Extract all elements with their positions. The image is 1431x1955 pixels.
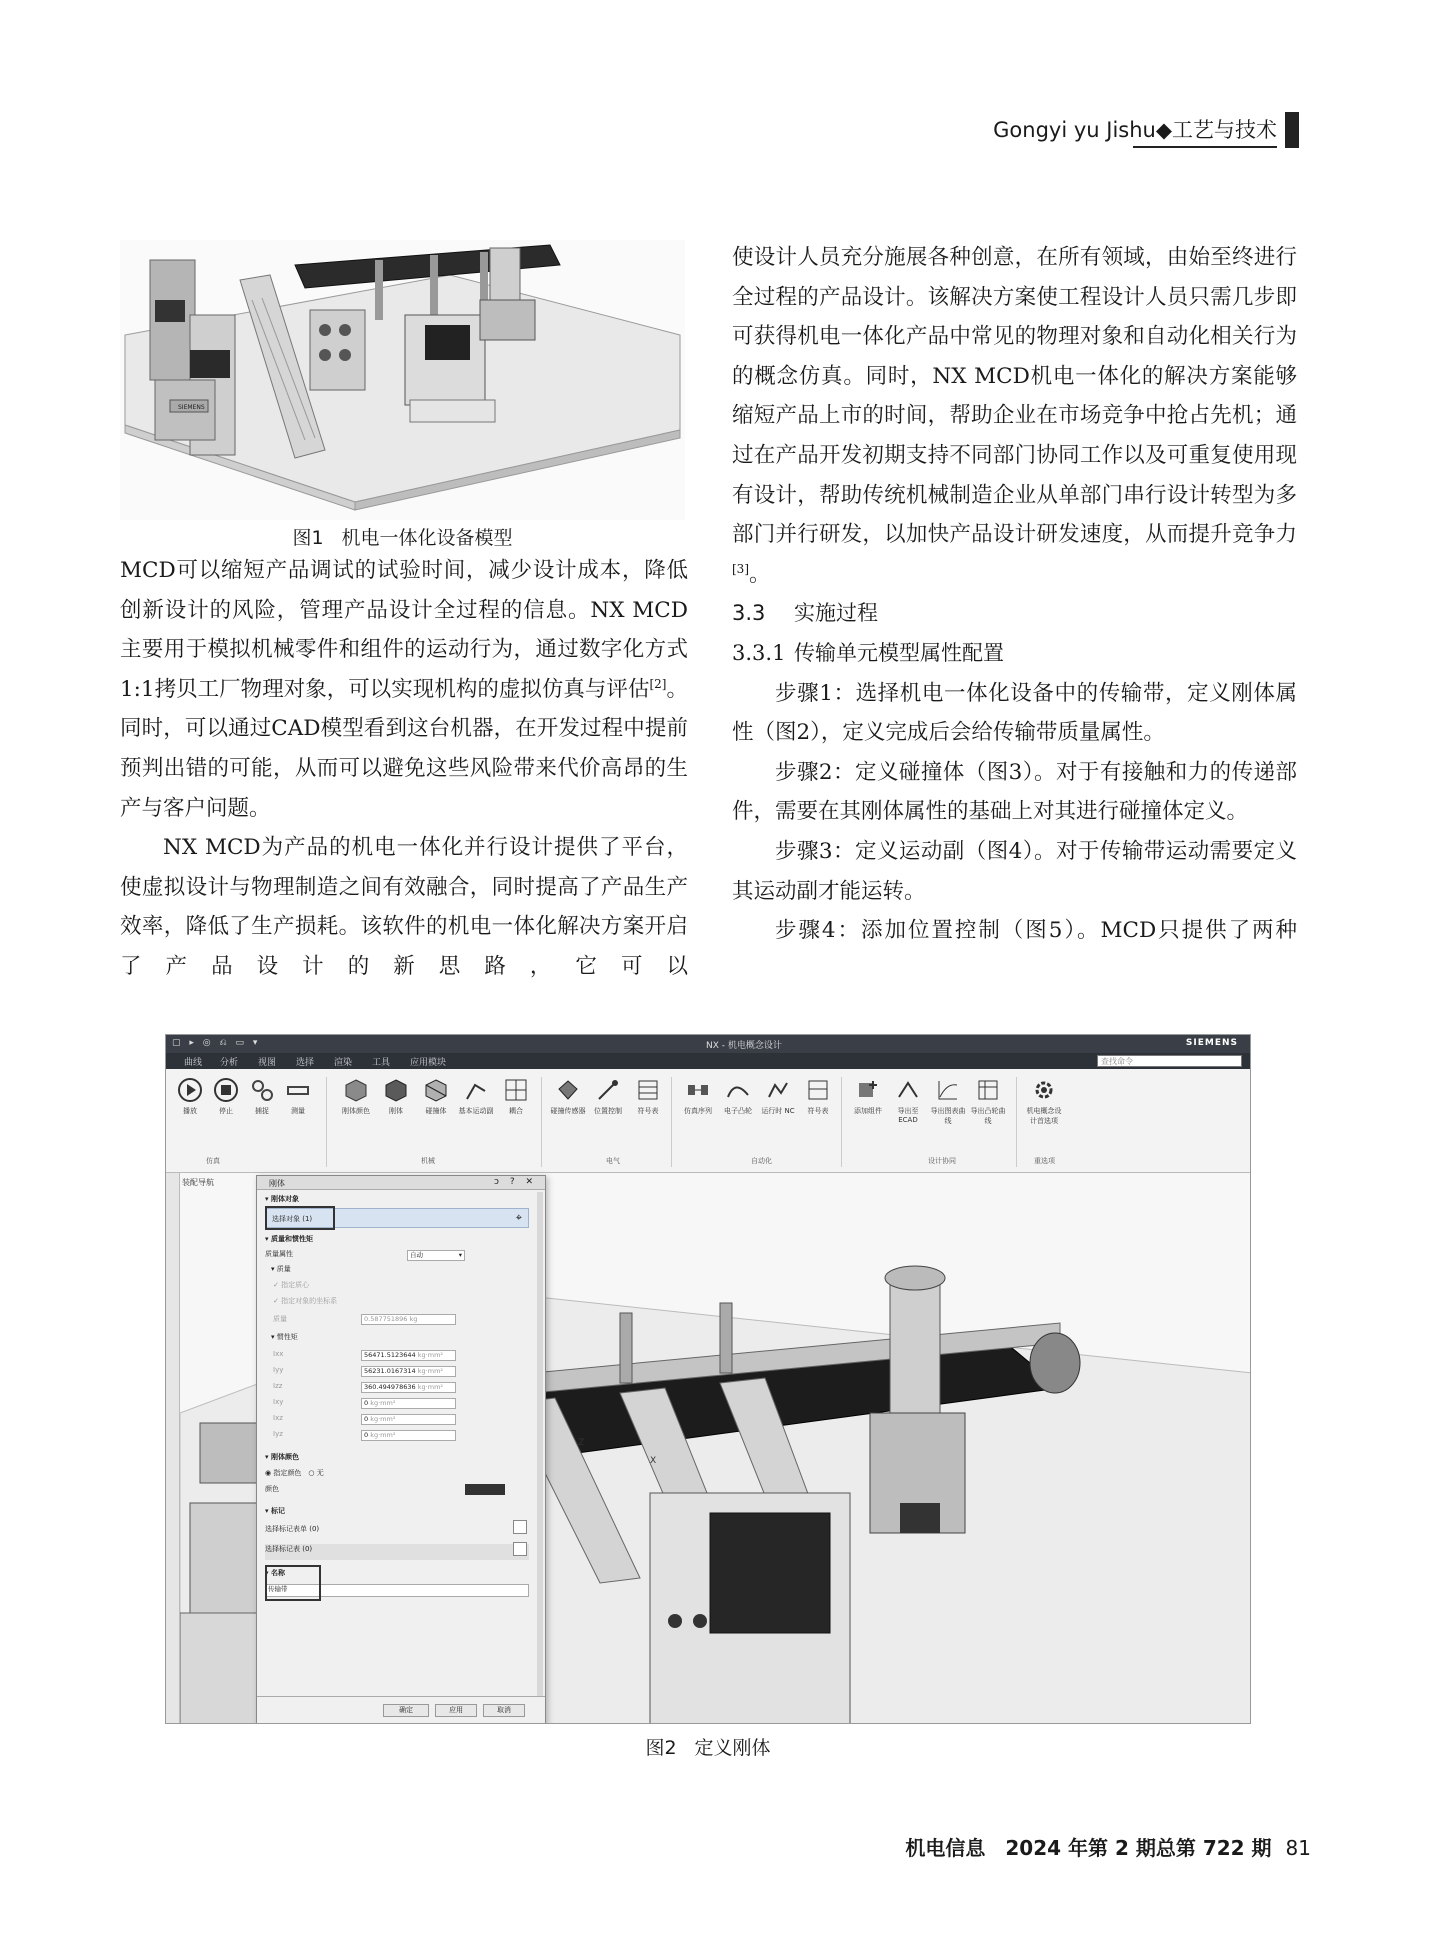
figure-1-caption-text: 机电一体化设备模型	[341, 527, 513, 549]
table-icon	[635, 1077, 661, 1103]
iyz-input[interactable]: 0 kg·mm²	[361, 1430, 456, 1441]
cancel-button[interactable]: 取消	[483, 1704, 525, 1717]
play-icon	[177, 1077, 203, 1103]
left-paragraph-1: MCD可以缩短产品调试的试验时间，减少设计成本，降低创新设计的风险，管理产品设计全过程的信息。NX MCD主要用于模拟机械零件和组件的运动行为，通过数字化方式1:1拷贝工厂物理对象，可以实现机构的虚拟仿真与评估[2]。同时，可以通过CAD模型看到这台机器，在开发过程中提前预判出错的可能，从而可以避免这些风险带来代价高昂的生产与客户问题。	[120, 558, 688, 821]
dialog-titlebar	[257, 1176, 545, 1190]
running-header	[985, 110, 1305, 150]
menu-item-applications[interactable]: 应用模块	[410, 1058, 447, 1068]
ribbon-group-automation: 自动化	[751, 1157, 772, 1165]
nx-titlebar	[166, 1035, 1250, 1053]
sequence-icon	[685, 1077, 711, 1103]
quick-access-toolbar[interactable]: ▢ ▸ ◎ ⎌ ▭ ▾	[172, 1038, 261, 1048]
mass-input[interactable]: 0.587751896 kg	[361, 1314, 456, 1325]
izz-label: Izz	[273, 1382, 283, 1390]
iyy-label: Iyy	[273, 1366, 284, 1374]
section-rigid-body-object[interactable]: ▾ 刚体对象	[265, 1195, 299, 1203]
left-column	[120, 551, 688, 987]
cam-icon	[725, 1077, 751, 1103]
menu-item-view[interactable]: 视图	[258, 1058, 277, 1068]
section-heading-3-3: 3.3 实施过程	[732, 601, 878, 626]
collision-body-button[interactable]: 碰撞体	[416, 1077, 456, 1116]
header-rule	[1133, 146, 1277, 148]
collision-body-icon	[423, 1077, 449, 1103]
export-ecad-button[interactable]: 导出至 ECAD	[888, 1077, 928, 1124]
ixz-input[interactable]: 0 kg·mm²	[361, 1414, 456, 1425]
rigid-body-dialog	[256, 1175, 546, 1724]
position-control-button[interactable]: 位置控制	[588, 1077, 628, 1116]
nc-icon	[765, 1077, 791, 1103]
rigid-body-button[interactable]: 刚体	[376, 1077, 416, 1116]
step-3-paragraph: 步骤3：定义运动副（图4）。对于传输带运动需要定义其运动副才能运转。	[732, 838, 1297, 904]
ribbon-group-electrical: 电气	[606, 1157, 620, 1165]
cube-color-icon	[343, 1077, 369, 1103]
right-column	[732, 238, 1297, 951]
journal-issue: 机电信息 2024 年第 2 期总第 722 期	[905, 1836, 1272, 1860]
figure-2-nx-screenshot	[165, 1034, 1251, 1724]
ribbon-separator	[326, 1077, 327, 1167]
electronic-cam-button[interactable]: 电子凸轮	[718, 1077, 758, 1116]
marker-surface-icon[interactable]	[513, 1542, 527, 1556]
apply-button[interactable]: 应用	[435, 1704, 477, 1717]
equipment-model-illustration	[120, 240, 685, 520]
citation-3: [3]	[732, 561, 749, 576]
ixy-label: Ixy	[273, 1398, 284, 1406]
cam-curve-icon	[975, 1077, 1001, 1103]
left-paragraph-2: NX MCD为产品的机电一体化并行设计提供了平台，使虚拟设计与物理制造之间有效融合，同时提高了产品生产效率，降低了生产损耗。该软件的机电一体化解决方案开启了产品设计的新思路，它可以	[120, 835, 688, 979]
crosshair-icon[interactable]: ⌖	[515, 1211, 522, 1224]
step-2-paragraph: 步骤2：定义碰撞体（图3）。对于有接触和力的传递部件，需要在其刚体属性的基础上对其进行碰撞体定义。	[732, 759, 1297, 825]
axis-label-x: X	[650, 1456, 657, 1466]
mass-label: 质量	[273, 1315, 287, 1323]
add-component-button[interactable]: 添加组件	[848, 1077, 888, 1116]
name-input[interactable]: 传输带	[265, 1584, 529, 1597]
figure-2-caption	[165, 1733, 1251, 1760]
dialog-divider	[257, 1696, 545, 1697]
rigid-body-color-button[interactable]: 刚体颜色	[336, 1077, 376, 1116]
ixz-label: Ixz	[273, 1414, 283, 1422]
simulation-sequence-button[interactable]: 仿真序列	[678, 1077, 718, 1116]
runtime-nc-button[interactable]: 运行时 NC	[758, 1077, 798, 1116]
table-icon	[805, 1077, 831, 1103]
stop-button[interactable]: 停止	[206, 1077, 246, 1116]
dialog-title: 刚体	[269, 1179, 285, 1188]
assembly-navigator-tab[interactable]: 装配导航	[182, 1178, 214, 1187]
section-mass-inertia[interactable]: ▾ 质量和惯性矩	[265, 1235, 313, 1243]
signal-table-button[interactable]: 符号表	[628, 1077, 668, 1116]
stop-icon	[213, 1077, 239, 1103]
command-search-input[interactable]: 查找命令	[1097, 1055, 1242, 1067]
marker-table-icon[interactable]	[513, 1520, 527, 1534]
ixx-label: Ixx	[273, 1350, 284, 1358]
coupling-icon	[503, 1077, 529, 1103]
coupling-button[interactable]: 耦合	[496, 1077, 536, 1116]
iyz-label: Iyz	[273, 1430, 283, 1438]
snap-button[interactable]: 捕捉	[242, 1077, 282, 1116]
mass-properties-select[interactable]: 自动 ▾	[407, 1250, 465, 1261]
dialog-scrollbar[interactable]	[537, 1192, 543, 1697]
page-number: 81	[1285, 1836, 1311, 1860]
specify-csys-row[interactable]: ✓ 指定对象的坐标系	[273, 1297, 338, 1305]
specify-cog-row[interactable]: ✓ 指定质心	[273, 1281, 310, 1289]
iyy-input[interactable]: 56231.0167314 kg·mm²	[361, 1366, 456, 1377]
citation-2: [2]	[649, 676, 667, 691]
joint-icon	[463, 1077, 489, 1103]
rigid-body-icon	[383, 1077, 409, 1103]
menu-item-select[interactable]: 选择	[296, 1058, 315, 1068]
color-swatch[interactable]	[465, 1484, 505, 1495]
ixy-input[interactable]: 0 kg·mm²	[361, 1398, 456, 1409]
section-name[interactable]: ▾ 名称	[265, 1569, 285, 1577]
figure-1-equipment-model	[120, 240, 685, 520]
nx-menubar	[166, 1053, 1250, 1069]
window-title: NX - 机电概念设计	[706, 1041, 782, 1051]
running-title: Gongyi yu Jishu◆工艺与技术	[993, 118, 1277, 142]
nx-ribbon	[166, 1069, 1250, 1173]
measure-button[interactable]: 测量	[278, 1077, 318, 1116]
position-control-icon	[595, 1077, 621, 1103]
subsection-mass[interactable]: ▾ 质量	[271, 1265, 291, 1273]
izz-input[interactable]: 360.494978636 kg·mm²	[361, 1382, 456, 1393]
right-paragraph-1: 使设计人员充分施展各种创意，在所有领域，由始至终进行全过程的产品设计。该解决方案使工程设计人员只需几步即可获得机电一体化产品中常见的物理对象和自动化相关行为的概念仿真。同时，NX MCD机电一体化的解决方案能够缩短产品上市的时间，帮助企业在市场竞争中抢占先机；通过在产品开发初期支持不同部门协同工作以及可重复使用现有设计，帮助传统机械制造企业从单部门串行设计转型为多部门并行研发，以加快产品设计研发速度，从而提升竞争力[3]。	[732, 245, 1297, 587]
mcd-preferences-button[interactable]: 机电概念设计首选项	[1024, 1077, 1064, 1126]
add-component-icon	[855, 1077, 881, 1103]
ribbon-separator	[841, 1077, 842, 1167]
ixx-input[interactable]: 56471.5123644 kg·mm²	[361, 1350, 456, 1361]
color-option-row[interactable]: ◉ 指定颜色 ○ 无	[265, 1469, 324, 1477]
menu-item-render[interactable]: 渲染	[334, 1058, 353, 1068]
ribbon-separator	[671, 1077, 672, 1167]
ribbon-group-preferences: 重选项	[1034, 1157, 1055, 1165]
siemens-logo: SIEMENS	[1185, 1038, 1238, 1048]
section-marker[interactable]: ▾ 标记	[265, 1507, 285, 1515]
step-1-paragraph: 步骤1：选择机电一体化设备中的传输带，定义刚体属性（图2），定义完成后会给传输带质量属性。	[732, 680, 1297, 746]
gear-icon	[1031, 1077, 1057, 1103]
select-object-label: 选择对象 (1)	[272, 1215, 313, 1223]
menu-item-curve[interactable]: 曲线	[184, 1058, 203, 1068]
measure-icon	[285, 1077, 311, 1103]
siemens-plate-label: SIEMENS	[178, 404, 205, 411]
step-4-paragraph: 步骤4：添加位置控制（图5）。MCD只提供了两种	[775, 918, 1297, 944]
ok-button[interactable]: 确定	[383, 1704, 429, 1717]
collision-sensor-button[interactable]: 碰撞传感器	[548, 1077, 588, 1116]
section-rigid-body-color[interactable]: ▾ 刚体颜色	[265, 1453, 299, 1461]
figure-1-caption	[120, 523, 685, 550]
ribbon-group-mechanical: 机械	[421, 1157, 435, 1165]
figure-2-label: 图2	[645, 1737, 677, 1759]
subsection-heading-3-3-1: 3.3.1 传输单元模型属性配置	[732, 640, 1004, 665]
name-highlight	[265, 1565, 321, 1601]
select-marker-surface-row[interactable]: 选择标记表 (0)	[265, 1544, 529, 1560]
ribbon-group-design-collaboration: 设计协同	[928, 1157, 956, 1165]
basic-joint-button[interactable]: 基本运动副	[456, 1077, 496, 1116]
page-footer	[905, 1832, 1311, 1861]
subsection-inertia[interactable]: ▾ 惯性矩	[271, 1333, 298, 1341]
export-chart-curve-button[interactable]: 导出图表曲线	[928, 1077, 968, 1126]
ribbon-separator	[541, 1077, 542, 1167]
sensor-icon	[555, 1077, 581, 1103]
color-label: 颜色	[265, 1485, 279, 1493]
export-icon	[895, 1077, 921, 1103]
automation-signal-table-button[interactable]: 符号表	[798, 1077, 838, 1116]
ribbon-separator	[1016, 1077, 1017, 1167]
figure-2-caption-text: 定义刚体	[694, 1737, 771, 1759]
mass-properties-row: 质量属性	[265, 1250, 293, 1258]
menu-item-analysis[interactable]: 分析	[220, 1058, 239, 1068]
menu-item-tools[interactable]: 工具	[372, 1058, 391, 1068]
axis-label-z: Z	[578, 1438, 585, 1448]
snap-icon	[249, 1077, 275, 1103]
export-cam-curve-button[interactable]: 导出凸轮曲线	[968, 1077, 1008, 1126]
figure-1-label: 图1	[292, 527, 324, 549]
resource-bar[interactable]	[166, 1173, 180, 1724]
select-marker-table-row[interactable]: 选择标记表单 (0)	[265, 1525, 320, 1533]
chart-curve-icon	[935, 1077, 961, 1103]
select-object-highlight	[265, 1206, 335, 1230]
header-bar	[1285, 112, 1299, 148]
ribbon-group-simulation: 仿真	[206, 1157, 220, 1165]
play-button[interactable]: 播放	[170, 1077, 210, 1116]
dialog-window-controls[interactable]: ɔ ? ✕	[494, 1177, 537, 1187]
